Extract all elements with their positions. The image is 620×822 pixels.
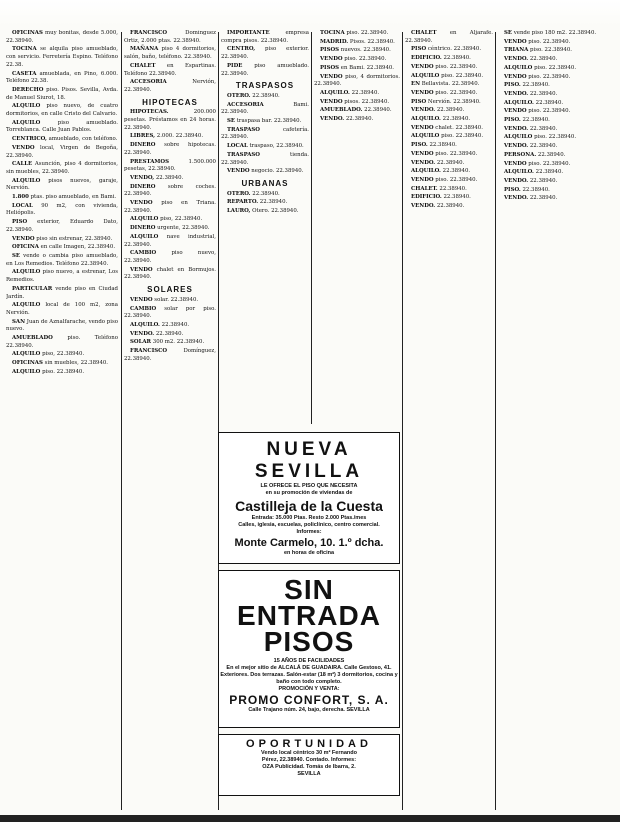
ad-sin-entrada-line5: Calle Trajano núm. 24, bajo, derecha. SEVILLA [248,707,370,713]
section-heading-traspasos: TRASPASOS [235,81,295,91]
classified-ad: ACCESORIA Bami. 22.38940. [221,101,309,116]
ad-nueva-sevilla-line4: Calles, iglesia, escuelas, policlínico, centro comercial. [238,522,380,528]
column-5-entries [405,30,493,211]
classified-ad: LAURO, Otero. 22.38940. [227,208,299,215]
classified-ad: CAMBIO piso nuevo, 22.38940. [124,250,216,264]
classified-ad: SAN Juan de Aznalfarache, vendo piso nuevo. [6,318,118,333]
classified-ad: ALQUILO local de 100 m2, zona Nervión. [6,302,118,316]
ad-nueva-sevilla-line6: en horas de oficina [283,550,335,556]
classified-ad: CHALET en Aljarafe. 22.38940. [405,30,493,44]
classified-ad: SE traspasa bar. 22.38940. [227,118,302,125]
classified-ad: VENDO. 22.38940. [504,143,558,150]
classified-ad: ALQUILO. 22.38940. [411,116,471,123]
classified-ad: OTERO. 22.38940. [227,190,280,197]
classified-ad: VENDO piso, 4 dormitorios. 22.38940. [314,73,400,88]
classified-ad: HIPOTECAS. 200.000 pesetas. Préstamos en 24 horas. 22.38940. [124,109,216,131]
ad-nueva-sevilla-address: Monte Carmelo, 10. 1.º dcha. [234,537,384,549]
column-divider [311,32,312,424]
classified-ad: SE vende o cambia piso amueblado, en Los Remedios. Teléfono 22.38940. [6,252,118,267]
classified-ad: ACCESORIA Nervión, 22.38940. [124,79,216,93]
column-6-entries [498,30,614,203]
classified-ad: PISO Nervión. 22.38940. [411,98,481,105]
classified-ad: PRESTAMOS 1.500.000 pesetas, 22.38940. [124,158,216,173]
classified-ad: TRIANA piso. 22.38940. [504,47,572,54]
ad-sin-entrada [218,570,400,728]
classified-ad: VENDO. 22.38940. [320,116,374,123]
classified-ad: ALQUILO. 22.38940. [411,168,471,175]
classified-ad: MADRID. Pisos. 22.38940. [320,38,395,45]
classified-ad: VENDO piso sin estrenar, 22.38940. [12,235,113,242]
classified-ad: PISOS en Bami. 22.38940. [320,64,395,71]
classified-ad: ALQUILO. 22.38940. [504,169,564,176]
classified-ad: ALQUILO nave industrial, 22.38940. [124,233,216,248]
classified-ad: PISO. 22.38940. [504,117,550,124]
classified-column-3 [221,30,309,425]
classified-ad: VENDO negocio. 22.38940. [227,168,304,175]
classified-ad: REPARTO. 22.38940. [227,199,288,206]
classified-ad: ALQUILO piso nuevo, de cuatro dormitorios, en calle Cristo del Calvario. [6,103,118,118]
column-2-entries-b [124,109,216,282]
classified-ad: VENDO chalet en Bormujos. 22.38940. [124,266,216,281]
classified-ad: ALQUILO piso. 22.38940. [12,368,85,375]
ad-nueva-sevilla-line3: Entrada: 35.000 Ptas. Resto 2.000 Ptas./mes [251,515,367,521]
classified-ad: MAÑANA piso 4 dormitorios, salón, baño, teléfono. 22.38940. [124,46,216,61]
classified-ad: VENDO. 22.38940. [411,159,465,166]
classified-ad: ALQUILO piso nuevo, a estrenar, Los Remedios. [6,269,118,284]
classified-column-1 [6,30,118,810]
classified-ad: 1.800 ptas. piso amueblado, en Bami. [12,194,117,201]
ad-sin-entrada-title-2: PISOS [263,626,355,657]
classified-ad: SOLAR 300 m2. 22.38940. [130,339,205,346]
ad-oportunidad [218,734,400,796]
ad-sin-entrada-title: SIN ENTRADA [237,574,381,631]
ad-nueva-sevilla-place: Castilleja de la Cuesta [235,498,383,514]
classified-ad: CENTRO, piso exterior. 22.38940. [221,46,309,61]
section-heading-solares: SOLARES [147,285,193,295]
classified-ad: VENDO. 22.38940. [504,56,558,63]
classified-ad: OFICINAS muy bonitas, desde 5.000, 22.38940. [6,30,118,44]
classified-ad: SE vende piso 180 m2. 22.38940. [504,30,597,36]
ad-sin-entrada-line1: 15 AÑOS DE FACILIDADES [273,658,345,664]
classified-ad: TRASPASO cafetería. 22.38940. [221,126,309,141]
classified-ad: VENDO local, Virgen de Begoña, 22.38940. [6,144,118,159]
ad-oportunidad-line3: OZA Publicidad. Tomás de Ibarra, 2. [262,764,356,770]
classified-ad: VENDO chalet. 22.38940. [411,124,483,131]
classified-ad: VENDO piso. 22.38940. [411,89,478,96]
classified-ad: ALQUILO piso. 22.38940. [504,64,577,71]
classified-ad: ALQUILO piso. 22.38940. [504,134,577,141]
classified-ad: PISO exterior, Eduardo Dato, 22.38940. [6,219,118,233]
classified-ad: ALQUILO piso amueblado. Torreblanca. Calle Juan Pablos. [6,119,118,134]
classified-ad: OFICINA en calle Imagen, 22.38940. [12,244,116,251]
classified-ad: PISO. 22.38940. [504,82,550,89]
classified-ad: DERECHO piso. Pisos. Sevilla, Avda. de Manuel Siurot, 18. [6,86,118,101]
ad-nueva-sevilla-line2: en su promoción de viviendas de [265,490,353,496]
classified-ad: VENDO piso en Triana. 22.38940. [124,200,216,214]
classified-ad: VENDO. 22.38940. [504,177,558,184]
classified-ad: LOCAL 90 m2, con vivienda, Heliópolis. [6,202,118,217]
ad-nueva-sevilla-line1: LE OFRECE EL PISO QUE NECESITA [260,483,358,489]
classified-ad: PIDE piso amueblado. 22.38940. [221,62,309,77]
ad-sin-entrada-line3: Exteriores. Dos terrazas. Salón-estar (18 m²) 3 dormitorios, cocina y baño con todo completo. [220,672,398,685]
column-3-entries-c [221,191,309,216]
classified-ad: PERSONA. 22.38940. [504,151,566,158]
classified-ad: VENDO piso. 22.38940. [320,56,387,63]
column-divider [402,32,403,810]
column-divider [495,32,496,810]
column-3-entries-a [221,30,309,78]
classified-ad: AMUEBLADO piso. Teléfono 22.38940. [6,335,118,349]
classified-ad: ALQUILO piso. 22.38940. [411,72,484,79]
classified-ad: PARTICULAR vende piso en Ciudad Jardín. [6,285,118,300]
classified-ad: TOCINA piso. 22.38940. [320,30,389,36]
page-bottom-strip [0,815,620,822]
classified-ad: DINERO sobre hipotecas. 22.38940. [124,142,216,156]
classified-ad: FRANCISCO Domínguez Ortiz, 2.000 ptas. 22.38940. [124,30,216,44]
classified-ad: LIBRES, 2.000. 22.38940. [130,133,204,140]
classified-ad: FRANCISCO Domínguez, 22.38940. [124,348,216,362]
classified-ad: EN Bellavista. 22.38940. [411,81,480,88]
ad-sin-entrada-company: PROMO CONFORT, S. A. [229,693,389,707]
classified-ad: CHALET en Espartinas. Teléfono 22.38940. [124,62,216,77]
column-3-entries-b [221,93,309,176]
column-2-entries-c [124,297,216,364]
classified-ad: OTERO. 22.38940. [227,92,280,99]
ad-oportunidad-line2: Pérez, 22.38940. Contado. Informes: [261,757,357,763]
classified-ad: VENDO. 22.38940. [411,107,465,114]
classified-column-5 [405,30,493,810]
classified-ad: VENDO piso. 22.38940. [504,160,571,167]
ad-nueva-sevilla-line5: Informes: [296,529,322,535]
classified-ad: CHALET. 22.38940. [411,185,467,192]
classified-ad: VENDO, 22.38940. [130,174,184,181]
classified-ad: IMPORTANTE empresa compra pisos. 22.38940. [221,30,309,44]
classified-ad: ALQUILO. 22.38940. [130,321,190,328]
ad-oportunidad-title: OPORTUNIDAD [246,738,372,750]
section-heading-hipotecas: HIPOTECAS [142,97,198,107]
classified-ad: ALQUILO piso, 22.38940. [130,216,203,223]
classified-ad: ALQUILO piso. 22.38940. [411,133,484,140]
classified-ad: CAMBIO solar por piso. 22.38940. [124,305,216,320]
classified-ad: PISO céntrico. 22.38940. [411,46,482,53]
ad-oportunidad-line4: SEVILLA [297,771,321,777]
classified-column-6 [498,30,614,810]
classified-ad: VENDO piso. 22.38940. [504,108,571,115]
classified-ad: VENDO. 22.38940. [130,330,184,337]
classified-ad: VENDO piso. 22.38940. [411,63,478,70]
classified-ad: CASETA amueblada, en Pino, 6.000. Teléfono 22.38. [6,70,118,85]
classified-ad: VENDO. 22.38940. [411,203,465,210]
classified-ad: ALQUILO. 22.38940. [320,89,380,96]
classified-ad: ALQUILO pisos nuevos, garaje, Nervión. [6,177,118,192]
classified-ad: ALQUILO piso, 22.38940. [12,351,85,358]
section-heading-urbanas: URBANAS [241,178,289,188]
classified-ad: PISO. 22.38940. [411,142,457,149]
classified-ad: VENDO piso. 22.38940. [411,150,478,157]
classified-ad: OFICINAS sin muebles, 22.38940. [12,360,109,367]
column-4-entries [314,30,400,124]
classified-ad: CENTRICO, amueblado, con teléfono. [12,136,118,143]
classified-ad: TRASPASO tienda. 22.38940. [221,151,309,166]
page-top-margin [0,0,620,26]
classified-ad: VENDO piso. 22.38940. [504,38,571,45]
classified-ad: LOCAL traspaso, 22.38940. [227,143,304,150]
ad-sin-entrada-line2: En el mejor sitio de ALCALÁ DE GUADAIRA. Calle Gestoso, 41. [226,665,392,671]
classified-ad: PISOS nuevos. 22.38940. [320,47,391,54]
classified-ad: VENDO. 22.38940. [504,195,558,202]
classified-ad: PISO. 22.38940. [504,186,550,193]
classified-ad: VENDO piso. 22.38940. [504,73,571,80]
classified-ad: EDIFICIO. 22.38940. [411,55,471,62]
column-2-entries-a [124,30,216,95]
ad-nueva-sevilla [218,432,400,564]
ad-nueva-sevilla-title: NUEVA SEVILLA [254,439,364,482]
classified-ad: VENDO. 22.38940. [504,125,558,132]
classified-ad: DINERO sobre coches. 22.38940. [124,183,216,198]
classified-ad: ALQUILO. 22.38940. [504,99,564,106]
classified-column-2 [124,30,216,810]
classified-ad: AMUEBLADO. 22.38940. [320,107,392,114]
classified-column-4 [314,30,400,425]
classified-ad: VENDO piso. 22.38940. [411,176,478,183]
ad-sin-entrada-line4: PROMOCIÓN Y VENTA: [278,686,340,692]
classified-ad: DINERO urgente, 22.38940. [130,225,210,232]
classified-ad: VENDO pisos. 22.38940. [320,98,390,105]
classified-ad: CALLE Asunción, piso 4 dormitorios, sin muebles, 22.38940. [6,161,118,175]
column-divider [121,32,122,810]
classified-ad: VENDO solar. 22.38940. [130,296,199,303]
classified-ad: VENDO. 22.38940. [504,90,558,97]
classified-ad: EDIFICIO. 22.38940. [411,194,471,201]
classified-ad: TOCINA se alquila piso amueblado, con servicio. Ferretería Espino. Teléfono 22.38. [6,46,118,68]
column-1-entries [6,30,118,377]
ad-oportunidad-line1: Vendo local céntrico 30 m² Fernando [261,750,357,756]
